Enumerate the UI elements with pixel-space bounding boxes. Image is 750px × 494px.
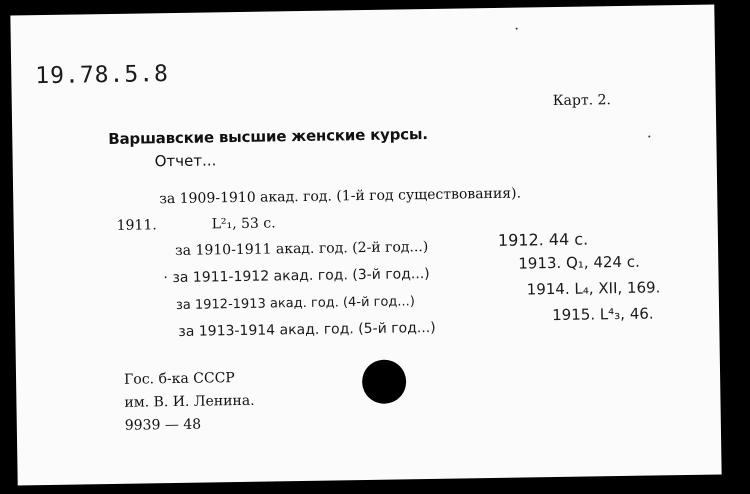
entry-volume-1911: L²₁, 53 с. <box>211 215 276 233</box>
catalog-number: 19.78.5.8 <box>35 61 170 90</box>
handwritten-note-1913: 1913. Q₁, 424 с. <box>518 252 640 273</box>
entry-line-1910: за 1910-1911 акад. год. (2-й год...) <box>174 239 429 259</box>
dust-speck <box>648 136 650 138</box>
card-number: Карт. 2. <box>552 92 612 110</box>
library-stamp-line-1: Гос. б-ка СССР <box>123 370 235 388</box>
library-stamp-line-2: им. В. И. Ленина. <box>124 392 255 411</box>
dust-speck <box>516 28 518 30</box>
entry-line-1909: за 1909-1910 акад. год. (1-й год существования). <box>159 185 522 208</box>
handwritten-entry-1913: за 1913-1914 акад. год. (5-й год...) <box>178 319 436 340</box>
card-subheading: Отчет... <box>154 151 217 171</box>
punch-hole <box>362 359 407 404</box>
entry-year-1911: 1911. <box>116 217 157 234</box>
handwritten-entry-1911: · за 1911-1912 акад. год. (3-й год...) <box>163 266 430 287</box>
handwritten-note-1914: 1914. L₄, XII, 169. <box>526 278 661 299</box>
handwritten-entry-1912: за 1912-1913 акад. год. (4-й год...) <box>175 294 415 313</box>
handwritten-note-1915: 1915. L⁴₃, 46. <box>551 304 654 325</box>
library-stamp-line-3: 9939 — 48 <box>124 416 202 434</box>
handwritten-note-1912: 1912. 44 с. <box>497 229 589 250</box>
card-heading: Варшавские высшие женские курсы. <box>108 125 428 149</box>
catalog-card <box>10 5 721 486</box>
